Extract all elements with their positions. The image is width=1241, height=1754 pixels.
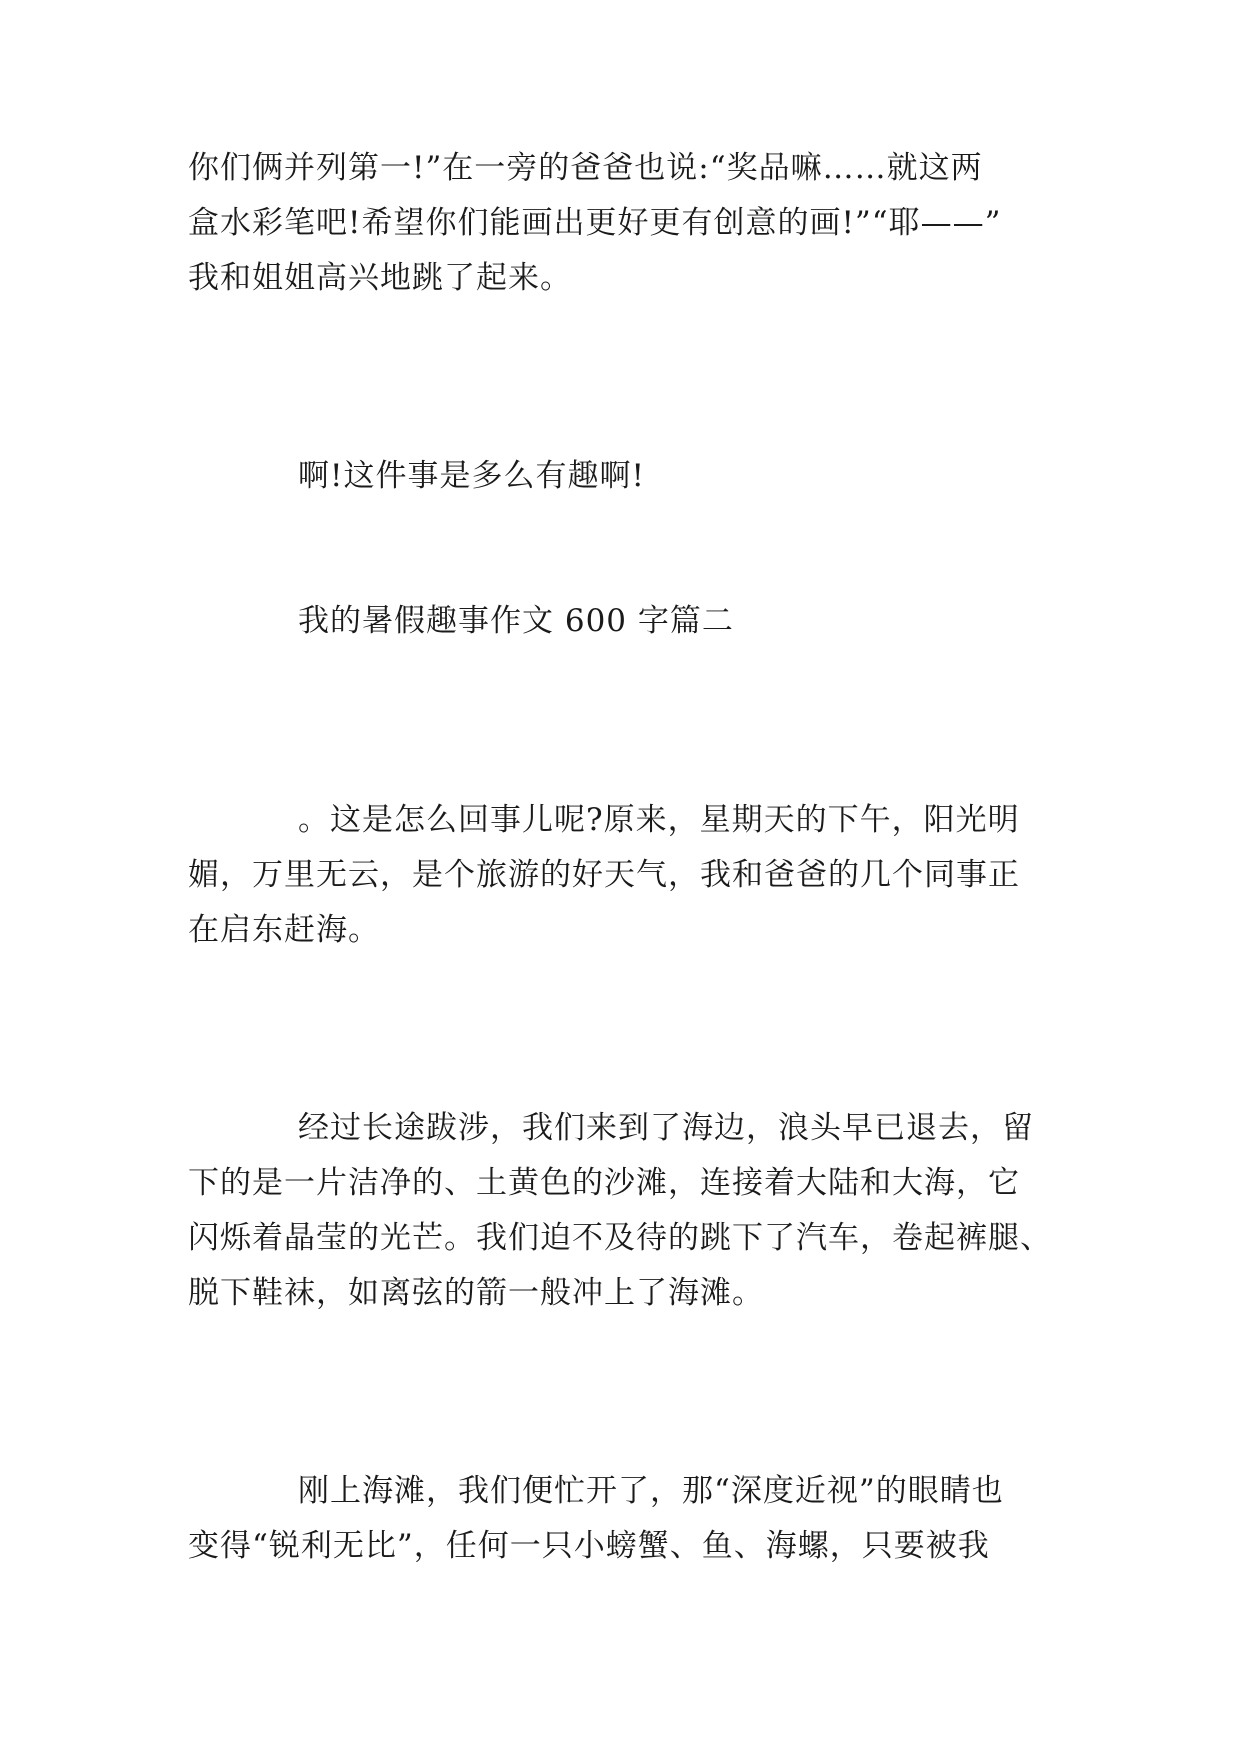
paragraph-line: 媚，万里无云，是个旅游的好天气，我和爸爸的几个同事正 xyxy=(188,857,1020,893)
paragraph-line: 脱下鞋袜，如离弦的箭一般冲上了海滩。 xyxy=(188,1275,764,1311)
heading-line: 我的暑假趣事作文 600 字篇二 xyxy=(298,603,734,639)
paragraph-line: 啊!这件事是多么有趣啊! xyxy=(298,458,645,494)
paragraph-line: 我和姐姐高兴地跳了起来。 xyxy=(188,260,572,296)
paragraph-line: 闪烁着晶莹的光芒。我们迫不及待的跳下了汽车，卷起裤腿、 xyxy=(188,1220,1052,1256)
paragraph-line: 在启东赶海。 xyxy=(188,912,380,948)
paragraph-line: 下的是一片洁净的、土黄色的沙滩，连接着大陆和大海，它 xyxy=(188,1165,1020,1201)
paragraph-line: 。这是怎么回事儿呢?原来，星期天的下午，阳光明 xyxy=(298,802,1020,838)
paragraph-line: 刚上海滩，我们便忙开了，那“深度近视”的眼睛也 xyxy=(298,1473,1004,1509)
paragraph-line: 你们俩并列第一!”在一旁的爸爸也说:“奖品嘛……就这两 xyxy=(188,150,983,186)
paragraph-line: 盒水彩笔吧!希望你们能画出更好更有创意的画!”“耶——” xyxy=(188,205,1002,241)
paragraph-line: 变得“锐利无比”，任何一只小螃蟹、鱼、海螺，只要被我 xyxy=(188,1528,990,1564)
paragraph-line: 经过长途跋涉，我们来到了海边，浪头早已退去，留 xyxy=(298,1110,1034,1146)
